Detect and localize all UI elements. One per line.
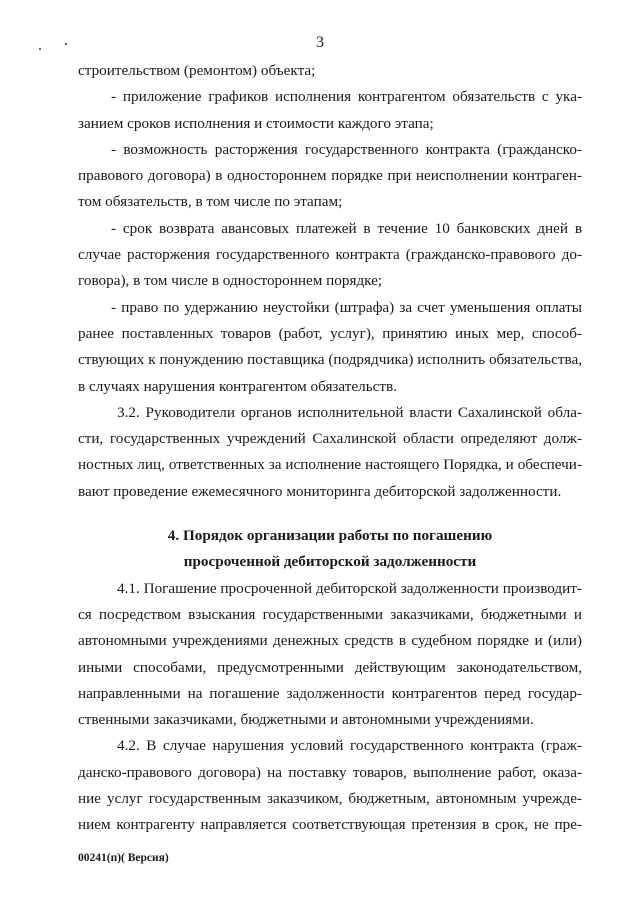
- spacer: [78, 505, 582, 523]
- text-line: говора), в том числе в одностороннем порядке;: [78, 272, 383, 290]
- text-line: направленными на погашение задолженности контрагентов перед государ-: [78, 684, 582, 702]
- section-heading-line: 4. Порядок организации работы по погашению: [167, 527, 493, 545]
- text-line: - право по удержанию неустойки (штрафа) за счет уменьшения оплаты: [111, 298, 582, 316]
- text-line: данско-правового договора) на поставку товаров, выполнение работ, оказа-: [78, 763, 582, 781]
- text-line: ранее поставленных товаров (работ, услуг), принятию иных мер, способ-: [78, 324, 582, 342]
- text-line: случае расторжения государственного контракта (гражданско-правового до-: [78, 246, 582, 264]
- text-line: правового договора) в одностороннем порядке при неисполнении контраген-: [78, 167, 582, 185]
- text-line: иными способами, предусмотренными действующим законодательством,: [78, 658, 582, 676]
- page-number: 3: [316, 34, 324, 51]
- text-line: - возможность расторжения государственного контракта (гражданско-: [111, 140, 582, 158]
- text-line: строительством (ремонтом) объекта;: [78, 62, 316, 79]
- text-line: - приложение графиков исполнения контрагентом обязательств с ука-: [111, 88, 582, 106]
- text-line: в случаях нарушения контрагентом обязательств.: [78, 377, 398, 395]
- text-line: нием контрагенту направляется соответствующая претензия в срок, не пре-: [78, 816, 582, 834]
- document-body: [78, 58, 582, 839]
- text-line: 3.2. Руководители органов исполнительной власти Сахалинской обла-: [117, 403, 582, 421]
- scan-speck: [65, 43, 67, 45]
- text-line: ствующих к понуждению поставщика (подрядчика) исполнить обязательства,: [78, 351, 582, 369]
- text-line: вают проведение ежемесячного мониторинга дебиторской задолженности.: [78, 482, 562, 500]
- text-line: ние услуг государственным заказчиком, бюджетным, автономным учрежде-: [78, 790, 582, 808]
- text-line: ся посредством взыскания государственными заказчиками, бюджетными и: [78, 605, 582, 623]
- section-heading-line: просроченной дебиторской задолженности: [183, 553, 477, 571]
- text-line: 4.1. Погашение просроченной дебиторской задолженности производит-: [117, 579, 582, 597]
- text-line: - срок возврата авансовых платежей в течение 10 банковских дней в: [111, 219, 582, 237]
- text-line: занием сроков исполнения и стоимости каждого этапа;: [78, 114, 434, 132]
- text-line: сти, государственных учреждений Сахалинской области определяют долж-: [78, 430, 582, 448]
- text-line: ностных лиц, ответственных за исполнение настоящего Порядка, и обеспечи-: [78, 456, 582, 474]
- scan-speck: [39, 48, 41, 50]
- text-line: 4.2. В случае нарушения условий государственного контракта (граж-: [117, 737, 582, 755]
- text-line: автономными учреждениями денежных средств в судебном порядке и (или): [78, 632, 582, 650]
- text-line: том обязательств, в том числе по этапам;: [78, 193, 343, 211]
- text-line: ственными заказчиками, бюджетными и автономными учреждениями.: [78, 711, 534, 729]
- document-code: 00241(п)( Версия): [78, 852, 169, 864]
